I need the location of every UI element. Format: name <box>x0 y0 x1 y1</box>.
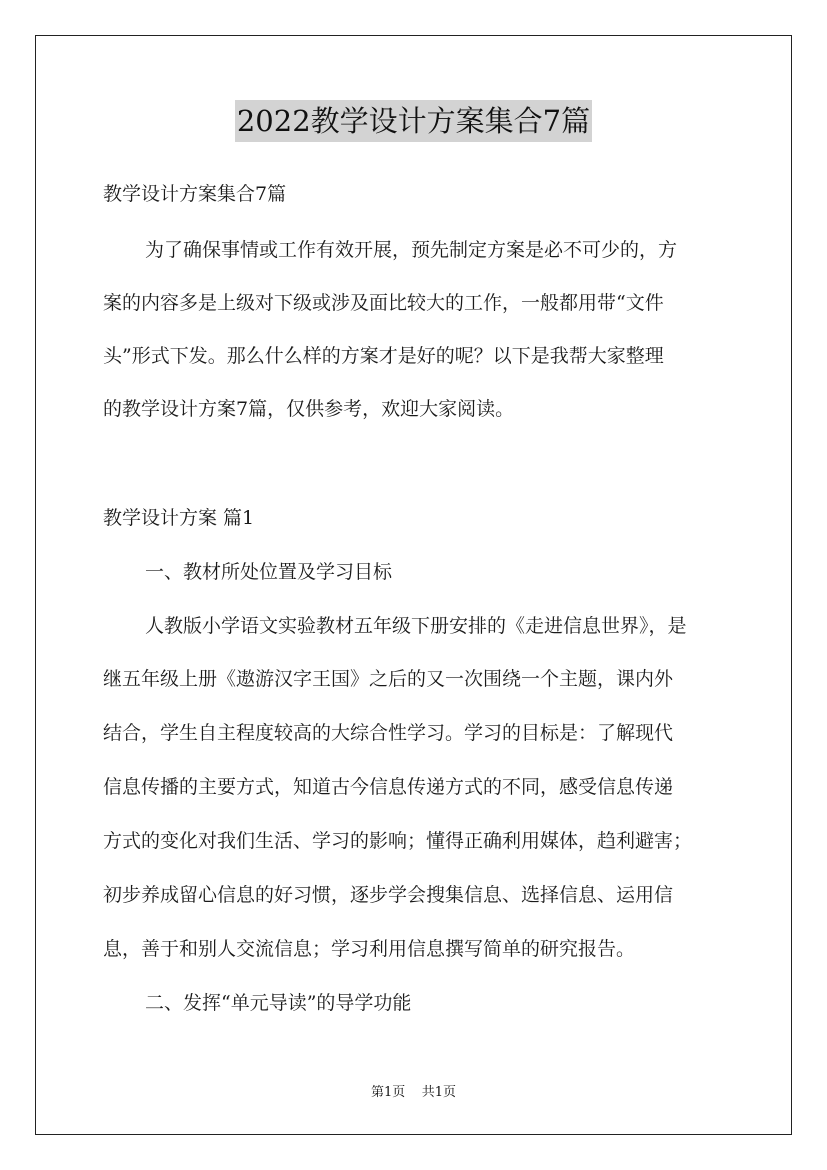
body-line: 继五年级上册《遨游汉字王国》之后的又一次围绕一个主题，课内外 <box>103 668 674 690</box>
page-total: 共1页 <box>421 1085 457 1100</box>
intro-line: 的教学设计方案7篇，仅供参考，欢迎大家阅读。 <box>103 398 515 420</box>
intro-line: 头”形式下发。那么什么样的方案才是好的呢？以下是我帮大家整理 <box>103 345 664 367</box>
subsection-heading: 二、发挥“单元导读”的导学功能 <box>145 992 412 1014</box>
page-footer <box>0 1085 827 1101</box>
body-line: 息，善于和别人交流信息；学习利用信息撰写简单的研究报告。 <box>103 938 636 960</box>
intro-line: 为了确保事情或工作有效开展，预先制定方案是必不可少的，方 <box>145 239 678 261</box>
body-line: 方式的变化对我们生活、学习的影响；懂得正确利用媒体，趋利避害； <box>103 830 693 852</box>
subsection-heading: 一、教材所处位置及学习目标 <box>145 561 393 583</box>
section-heading: 教学设计方案 篇1 <box>103 507 255 529</box>
body-line: 初步养成留心信息的好习惯，逐步学会搜集信息、选择信息、运用信 <box>103 884 674 906</box>
body-line: 结合，学生自主程度较高的大综合性学习。学习的目标是：了解现代 <box>103 722 674 744</box>
title-container <box>0 100 827 142</box>
intro-line: 案的内容多是上级对下级或涉及面比较大的工作，一般都用带“文件 <box>103 292 664 314</box>
body-line: 人教版小学语文实验教材五年级下册安排的《走进信息世界》，是 <box>145 615 687 637</box>
document-title: 2022教学设计方案集合7篇 <box>235 100 592 142</box>
page-number: 第1页 <box>370 1085 406 1100</box>
body-line: 信息传播的主要方式，知道古今信息传递方式的不同，感受信息传递 <box>103 776 674 798</box>
document-subtitle: 教学设计方案集合7篇 <box>103 183 287 205</box>
